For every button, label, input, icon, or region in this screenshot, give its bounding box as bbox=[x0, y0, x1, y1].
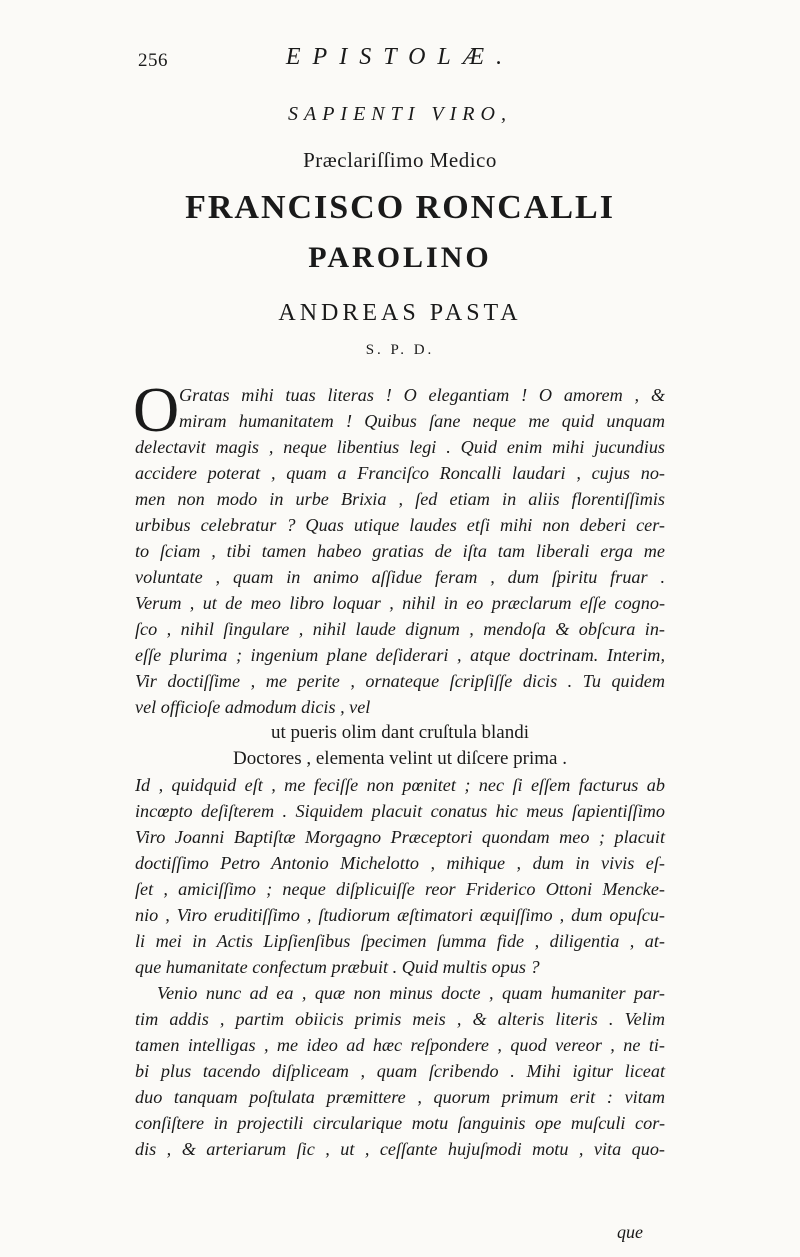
addressee-name-first: FRANCISCO RONCALLI bbox=[185, 189, 615, 226]
text-line: ſet , amiciſſimo ; neque diſplicuiſſe reor Friderico Ottoni Mencke- bbox=[135, 879, 665, 899]
text-line: urbibus celebratur ? Quas utique laudes etſi mihi non deberi cer- bbox=[135, 515, 665, 535]
text-line: ſco , nihil ſingulare , nihil laude dignum , mendoſa & obſcura in- bbox=[135, 619, 665, 639]
sender-name: ANDREAS PASTA bbox=[278, 300, 522, 326]
text-line: conſiſtere in projectili circularique motu ſanguinis ope muſculi cor- bbox=[135, 1113, 665, 1133]
text-line: Gratas mihi tuas literas ! O elegantiam ! O amorem , & bbox=[179, 385, 665, 405]
text-line: delectavit magis , neque libentius legi . Quid enim mihi jucundius bbox=[135, 437, 665, 457]
text-line: tim addis , partim obiicis primis meis , & alteris literis . Velim bbox=[135, 1009, 665, 1029]
page-number: 256 bbox=[138, 50, 168, 71]
running-head: EPISTOLÆ. bbox=[285, 44, 515, 70]
addressee-name-second: PAROLINO bbox=[308, 241, 492, 274]
text-line: Vir doctiſſime , me perite , ornateque ſcripſiſſe dicis . Tu quidem bbox=[135, 671, 665, 691]
text-line: Verum , ut de meo libro loquar , nihil in eo præclarum eſſe cogno- bbox=[135, 593, 665, 613]
text-line: miram humanitatem ! Quibus ſane neque me quid unquam bbox=[179, 411, 665, 431]
text-line: duo tanquam poſtulata præmittere , quorum primum erit : vitam bbox=[135, 1087, 665, 1107]
text-line: voluntate , quam in animo aſſidue feram , dum ſpiritu fruar . bbox=[135, 567, 665, 587]
verse-line: ut pueris olim dant cruſtula blandi bbox=[270, 722, 530, 743]
text-line: Id , quidquid eſt , me feciſſe non pœnitet ; nec ſi eſſem facturus ab bbox=[135, 775, 665, 795]
text-line: dis , & arteriarum ſic , ut , ceſſante hujuſmodi motu , vita quo- bbox=[135, 1139, 665, 1159]
text-line: vel officioſe admodum dicis , vel bbox=[135, 697, 371, 717]
text-line: bi plus tacendo diſpliceam , quam ſcribendo . Mihi igitur liceat bbox=[135, 1061, 665, 1081]
text-line: Viro Joanni Baptiſtæ Morgagno Præceptori quondam meo ; placuit bbox=[135, 827, 665, 847]
addressee-title: Præclariſſimo Medico bbox=[303, 148, 497, 172]
text-line: li mei in Actis Lipſienſibus ſpecimen ſumma fide , diligentia , at- bbox=[135, 931, 665, 951]
text-line: eſſe plurima ; ingenium plane deſiderari , atque doctrinam. Interim, bbox=[135, 645, 665, 665]
verse-line: Doctores , elementa velint ut diſcere prima . bbox=[233, 748, 567, 769]
drop-cap: O bbox=[133, 374, 180, 445]
addressee-line: SAPIENTI VIRO, bbox=[288, 103, 512, 125]
text-line: nio , Viro eruditiſſimo , ſtudiorum æſtimatori æquiſſimo , dum opuſcu- bbox=[135, 905, 665, 925]
text-line: que humanitate confectum præbuit . Quid multis opus ? bbox=[135, 957, 540, 977]
text-line: doctiſſimo Petro Antonio Michelotto , mihique , dum in vivis eſ- bbox=[135, 853, 665, 873]
text-line: Venio nunc ad ea , quæ non minus docte , quam humaniter par- bbox=[157, 983, 665, 1003]
salutation: S. P. D. bbox=[365, 342, 435, 358]
text-line: men non modo in urbe Brixia , ſed etiam in aliis florentiſſimis bbox=[135, 489, 665, 509]
text-line: accidere poterat , quam a Franciſco Roncalli laudari , cujus no- bbox=[135, 463, 665, 483]
text-line: incœpto deſiſterem . Siquidem placuit conatus hic meus ſapientiſſimo bbox=[135, 801, 665, 821]
text-line: to ſciam , tibi tamen habeo gratias de iſta tam liberali erga me bbox=[135, 541, 665, 561]
text-line: tamen intelligas , me ideo ad hæc reſpondere , quod vereor , ne ti- bbox=[135, 1035, 665, 1055]
catchword: que bbox=[617, 1222, 643, 1242]
